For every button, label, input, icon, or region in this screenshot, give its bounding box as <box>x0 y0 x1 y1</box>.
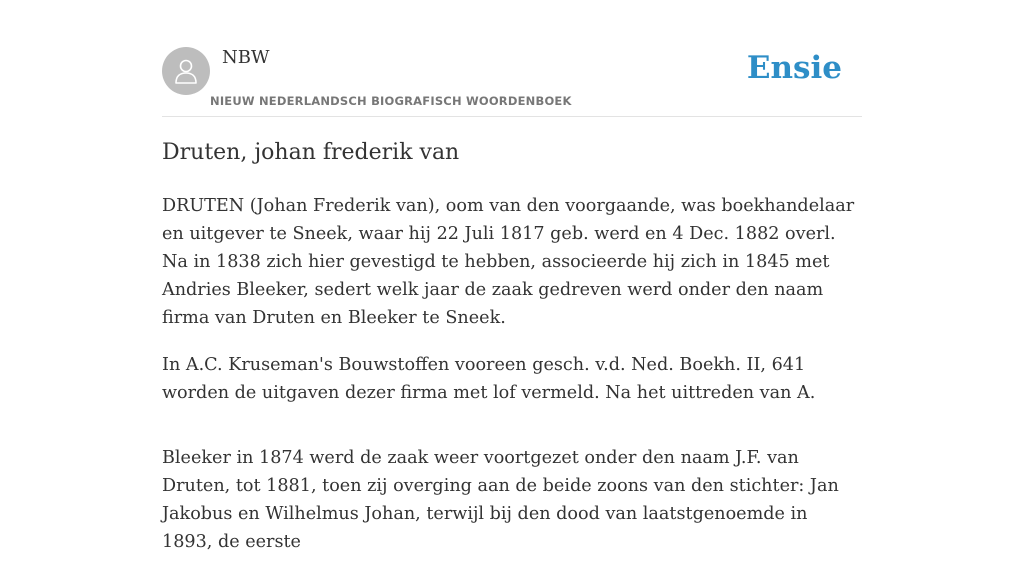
article-page <box>162 0 862 552</box>
source-short-name[interactable]: NBW <box>222 47 270 68</box>
article-paragraph: DRUTEN (Johan Frederik van), oom van den voorgaande, was boekhandelaar en uitgever te Sneek, waar hij 22 Juli 1817 geb. werd en 4 Dec. 1882 overl. Na in 1838 zich hier gevestigd te hebben, associeerde hij zich in 1845 met Andries Bleeker, sedert welk jaar de zaak gedreven werd onder den naam firma van Druten en Bleeker te Sneek. <box>162 196 855 328</box>
article-paragraph: Bleeker in 1874 werd de zaak weer voortgezet onder den naam J.F. van Druten, tot 1881, toen zij overging aan de beide zoons van den stichter: Jan Jakobus en Wilhelmus Johan, terwijl bij den dood van laatstgenoemde in 1893, de eerste <box>162 448 839 552</box>
article-paragraph: In A.C. Kruseman's Bouwstoffen vooreen gesch. v.d. Ned. Boekh. II, 641 worden de uitgaven dezer firma met lof vermeld. Na het uittreden van A. <box>162 355 816 403</box>
user-silhouette-icon <box>172 57 200 85</box>
source-full-name: NIEUW NEDERLANDSCH BIOGRAFISCH WOORDENBOEK <box>210 94 572 108</box>
article-title: Druten, johan frederik van <box>162 140 460 165</box>
source-header <box>162 0 862 117</box>
article-body <box>162 192 862 575</box>
ensie-logo[interactable]: Ensie <box>746 50 842 86</box>
source-avatar[interactable] <box>162 47 210 95</box>
